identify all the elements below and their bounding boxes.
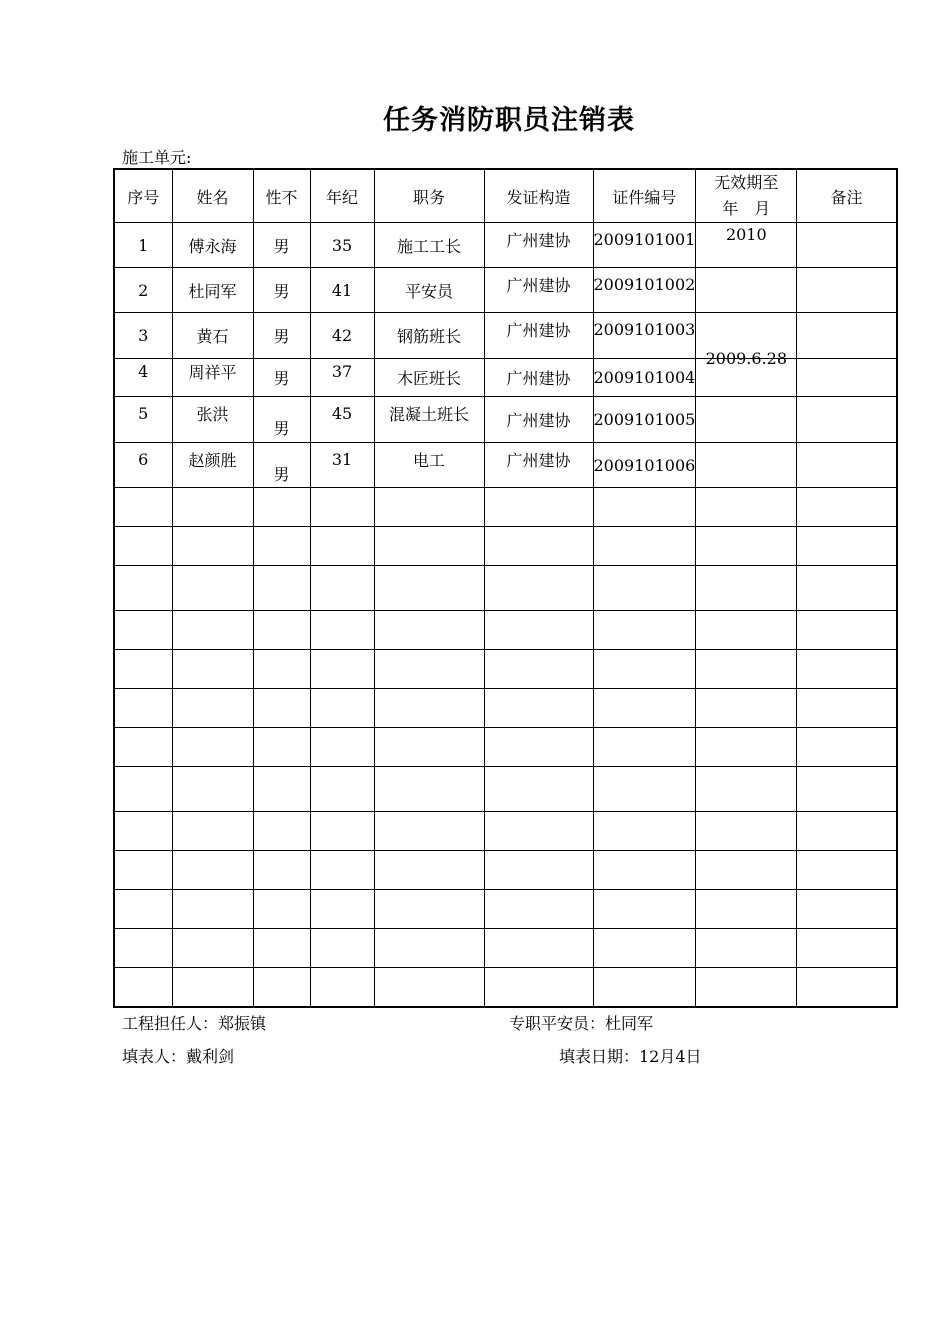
empty-cell — [484, 566, 593, 611]
empty-cell — [484, 812, 593, 851]
empty-table-row — [114, 929, 897, 968]
cell-issuer: 广州建协 — [484, 268, 593, 313]
cell-seq: 5 — [114, 397, 172, 443]
empty-cell — [593, 929, 696, 968]
empty-cell — [253, 728, 310, 767]
cell-issuer: 广州建协 — [484, 223, 593, 268]
empty-cell — [374, 488, 484, 527]
empty-cell — [696, 527, 797, 566]
safety-officer: 专职平安员：杜同军 — [509, 1014, 654, 1033]
empty-cell — [484, 851, 593, 890]
empty-cell — [593, 968, 696, 1007]
empty-table-row — [114, 812, 897, 851]
empty-rows — [114, 488, 897, 1007]
cell-gender: 男 — [253, 268, 310, 313]
cell-age: 37 — [310, 359, 374, 397]
empty-cell — [484, 488, 593, 527]
cell-remark — [797, 223, 897, 268]
header-age: 年纪 — [310, 169, 374, 223]
cell-age: 45 — [310, 397, 374, 443]
empty-cell — [374, 890, 484, 929]
empty-cell — [797, 890, 897, 929]
empty-table-row — [114, 611, 897, 650]
cell-cert-no: 2009101006 — [593, 443, 696, 488]
construction-unit-label: 施工单元: — [122, 148, 192, 167]
cell-name: 周祥平 — [172, 359, 253, 397]
empty-cell — [797, 488, 897, 527]
cell-seq: 6 — [114, 443, 172, 488]
cell-issuer: 广州建协 — [484, 443, 593, 488]
empty-cell — [253, 767, 310, 812]
table-row — [114, 397, 897, 443]
empty-cell — [374, 650, 484, 689]
empty-cell — [593, 890, 696, 929]
empty-cell — [374, 929, 484, 968]
empty-cell — [484, 527, 593, 566]
empty-cell — [484, 611, 593, 650]
cell-cert-no: 2009101005 — [593, 397, 696, 443]
cell-gender: 男 — [253, 443, 310, 488]
empty-cell — [797, 527, 897, 566]
cell-age: 35 — [310, 223, 374, 268]
empty-cell — [696, 728, 797, 767]
empty-cell — [696, 851, 797, 890]
empty-cell — [114, 812, 172, 851]
empty-cell — [310, 929, 374, 968]
form-filler: 填表人：戴利剑 — [122, 1047, 235, 1066]
cell-remark — [797, 313, 897, 359]
header-expiry-line1: 无效期至 — [714, 173, 779, 192]
cell-remark — [797, 359, 897, 397]
cell-position: 平安员 — [374, 268, 484, 313]
registration-table — [113, 168, 898, 1008]
empty-cell — [114, 851, 172, 890]
header-gender: 性不 — [253, 169, 310, 223]
empty-cell — [797, 812, 897, 851]
empty-cell — [696, 650, 797, 689]
empty-cell — [172, 728, 253, 767]
cell-position: 电工 — [374, 443, 484, 488]
empty-cell — [374, 812, 484, 851]
header-position: 职务 — [374, 169, 484, 223]
cell-name: 赵颜胜 — [172, 443, 253, 488]
empty-cell — [374, 968, 484, 1007]
cell-name: 张洪 — [172, 397, 253, 443]
empty-cell — [797, 968, 897, 1007]
cell-position: 施工工长 — [374, 223, 484, 268]
header-expiry — [696, 169, 797, 223]
cell-age: 42 — [310, 313, 374, 359]
table-row — [114, 443, 897, 488]
cell-seq: 3 — [114, 313, 172, 359]
cell-remark — [797, 397, 897, 443]
cell-cert-no: 2009101001 — [593, 223, 696, 268]
empty-table-row — [114, 527, 897, 566]
empty-table-row — [114, 566, 897, 611]
empty-cell — [696, 968, 797, 1007]
empty-cell — [374, 728, 484, 767]
empty-cell — [114, 611, 172, 650]
cell-seq: 2 — [114, 268, 172, 313]
header-cert-no: 证件编号 — [593, 169, 696, 223]
cell-cert-no: 2009101003 — [593, 313, 696, 359]
cell-expiry — [696, 359, 797, 397]
empty-cell — [696, 611, 797, 650]
empty-table-row — [114, 689, 897, 728]
cell-expiry — [696, 313, 797, 368]
cell-remark — [797, 443, 897, 488]
empty-cell — [114, 650, 172, 689]
empty-cell — [484, 968, 593, 1007]
header-name: 姓名 — [172, 169, 253, 223]
empty-cell — [310, 851, 374, 890]
empty-cell — [484, 650, 593, 689]
empty-cell — [310, 488, 374, 527]
empty-cell — [310, 812, 374, 851]
header-issuer: 发证构造 — [484, 169, 593, 223]
empty-cell — [172, 767, 253, 812]
cell-age: 41 — [310, 268, 374, 313]
empty-cell — [696, 767, 797, 812]
empty-cell — [114, 929, 172, 968]
empty-cell — [797, 767, 897, 812]
empty-cell — [114, 728, 172, 767]
fill-date: 填表日期：12月4日 — [559, 1047, 702, 1066]
empty-cell — [172, 890, 253, 929]
cell-expiry — [696, 397, 797, 443]
empty-cell — [172, 689, 253, 728]
table-header-row — [114, 169, 897, 223]
empty-cell — [253, 851, 310, 890]
expiry-date: 2009.6.28 — [705, 349, 788, 368]
empty-cell — [797, 650, 897, 689]
empty-cell — [696, 488, 797, 527]
empty-cell — [374, 527, 484, 566]
empty-cell — [797, 689, 897, 728]
cell-seq: 4 — [114, 359, 172, 397]
cell-gender: 男 — [253, 313, 310, 359]
cell-gender: 男 — [253, 359, 310, 397]
empty-cell — [593, 527, 696, 566]
empty-cell — [484, 929, 593, 968]
empty-cell — [172, 812, 253, 851]
empty-cell — [593, 767, 696, 812]
cell-expiry — [696, 223, 797, 268]
cell-issuer: 广州建协 — [484, 313, 593, 359]
empty-cell — [593, 611, 696, 650]
empty-cell — [310, 728, 374, 767]
empty-cell — [593, 851, 696, 890]
empty-cell — [797, 851, 897, 890]
cell-expiry — [696, 443, 797, 488]
empty-table-row — [114, 650, 897, 689]
empty-table-row — [114, 728, 897, 767]
empty-cell — [114, 689, 172, 728]
empty-cell — [253, 968, 310, 1007]
cell-gender: 男 — [253, 397, 310, 443]
cell-seq: 1 — [114, 223, 172, 268]
empty-table-row — [114, 968, 897, 1007]
expiry-year: 2010 — [725, 225, 767, 244]
empty-cell — [484, 689, 593, 728]
empty-cell — [310, 689, 374, 728]
empty-cell — [253, 488, 310, 527]
cell-gender: 男 — [253, 223, 310, 268]
empty-cell — [484, 890, 593, 929]
empty-cell — [696, 812, 797, 851]
cell-name: 傅永海 — [172, 223, 253, 268]
empty-cell — [593, 812, 696, 851]
empty-cell — [172, 488, 253, 527]
table-row — [114, 268, 897, 313]
empty-cell — [253, 566, 310, 611]
empty-cell — [374, 611, 484, 650]
empty-cell — [484, 767, 593, 812]
empty-cell — [374, 767, 484, 812]
empty-cell — [253, 650, 310, 689]
empty-cell — [310, 566, 374, 611]
cell-name: 杜同军 — [172, 268, 253, 313]
empty-table-row — [114, 767, 897, 812]
table-row — [114, 313, 897, 359]
empty-cell — [172, 929, 253, 968]
empty-cell — [253, 929, 310, 968]
empty-cell — [310, 767, 374, 812]
empty-cell — [310, 968, 374, 1007]
empty-cell — [593, 566, 696, 611]
empty-cell — [374, 851, 484, 890]
empty-cell — [172, 611, 253, 650]
project-manager: 工程担任人：郑振镇 — [122, 1014, 267, 1033]
cell-cert-no: 2009101002 — [593, 268, 696, 313]
empty-cell — [696, 890, 797, 929]
empty-cell — [114, 890, 172, 929]
empty-cell — [593, 689, 696, 728]
table-row — [114, 223, 897, 268]
empty-cell — [172, 968, 253, 1007]
header-seq: 序号 — [114, 169, 172, 223]
empty-cell — [797, 929, 897, 968]
empty-cell — [172, 851, 253, 890]
cell-expiry — [696, 268, 797, 313]
form-title: 任务消防职员注销表 — [383, 105, 635, 136]
empty-cell — [696, 929, 797, 968]
empty-cell — [797, 611, 897, 650]
empty-cell — [310, 611, 374, 650]
header-remark: 备注 — [797, 169, 897, 223]
empty-cell — [114, 527, 172, 566]
empty-cell — [253, 611, 310, 650]
table-row — [114, 359, 897, 397]
empty-cell — [797, 566, 897, 611]
empty-cell — [696, 689, 797, 728]
empty-cell — [696, 566, 797, 611]
empty-table-row — [114, 851, 897, 890]
cell-issuer: 广州建协 — [484, 397, 593, 443]
cell-position: 钢筋班长 — [374, 313, 484, 359]
empty-cell — [593, 488, 696, 527]
cell-name: 黄石 — [172, 313, 253, 359]
empty-cell — [172, 527, 253, 566]
empty-cell — [114, 968, 172, 1007]
cell-issuer: 广州建协 — [484, 359, 593, 397]
empty-cell — [172, 650, 253, 689]
empty-cell — [114, 767, 172, 812]
empty-table-row — [114, 890, 897, 929]
empty-cell — [253, 812, 310, 851]
empty-cell — [114, 488, 172, 527]
cell-position: 木匠班长 — [374, 359, 484, 397]
empty-cell — [374, 689, 484, 728]
empty-cell — [253, 890, 310, 929]
cell-cert-no: 2009101004 — [593, 359, 696, 397]
cell-age: 31 — [310, 443, 374, 488]
empty-cell — [310, 890, 374, 929]
header-expiry-line2: 年 月 — [722, 199, 771, 218]
empty-cell — [374, 566, 484, 611]
empty-cell — [310, 650, 374, 689]
empty-cell — [172, 566, 253, 611]
cell-remark — [797, 268, 897, 313]
empty-cell — [484, 728, 593, 767]
cell-position: 混凝土班长 — [374, 397, 484, 443]
empty-cell — [114, 566, 172, 611]
empty-cell — [253, 527, 310, 566]
empty-cell — [593, 728, 696, 767]
empty-cell — [310, 527, 374, 566]
empty-table-row — [114, 488, 897, 527]
empty-cell — [797, 728, 897, 767]
empty-cell — [593, 650, 696, 689]
empty-cell — [253, 689, 310, 728]
